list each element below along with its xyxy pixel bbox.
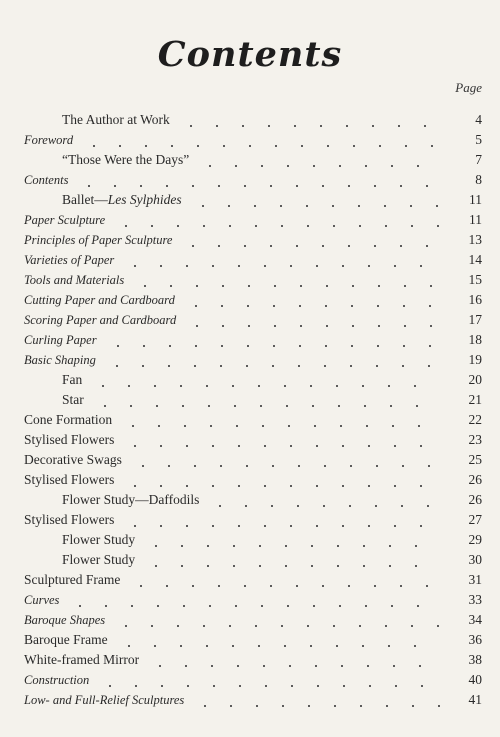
toc-entry-title: Flower Study — [62, 532, 136, 547]
toc-entry — [0, 630, 500, 650]
toc-entry-page-number: 25 — [468, 452, 482, 467]
dot-leader — [122, 470, 440, 490]
toc-entry — [0, 390, 500, 410]
toc-entry-page-number: 5 — [475, 132, 482, 147]
toc-entry-title: Contents — [24, 173, 69, 187]
toc-entry-title: Decorative Swags — [24, 452, 122, 467]
toc-entry-page-number: 26 — [468, 492, 482, 507]
toc-entry — [0, 530, 500, 550]
dot-leader — [178, 110, 440, 130]
toc-entry — [0, 310, 500, 330]
toc-entry-title: Cutting Paper and Cardboard — [24, 293, 175, 307]
toc-entry — [0, 370, 500, 390]
toc-entry-page-number: 31 — [468, 572, 482, 587]
toc-entry-title: Scoring Paper and Cardboard — [24, 313, 177, 327]
toc-entry — [0, 670, 500, 690]
dot-leader — [122, 510, 440, 530]
toc-entry — [0, 130, 500, 150]
toc-entry-title: Paper Sculpture — [24, 213, 106, 227]
dot-leader — [81, 130, 440, 150]
toc-entry — [0, 110, 500, 130]
toc-entry-title: Stylised Flowers — [24, 512, 115, 527]
toc-entry-page-number: 17 — [468, 312, 482, 327]
toc-entry-page-number: 16 — [468, 292, 482, 307]
toc-entry — [0, 410, 500, 430]
toc-entry-page-number: 11 — [469, 212, 482, 227]
toc-entry-title: Sculptured Frame — [24, 572, 121, 587]
toc-entry — [0, 610, 500, 630]
toc-entry-title: Basic Shaping — [24, 353, 96, 367]
dot-leader — [105, 330, 440, 350]
dot-leader — [116, 630, 440, 650]
toc-entry-page-number: 13 — [468, 232, 482, 247]
dot-leader — [113, 610, 440, 630]
toc-entry — [0, 190, 500, 210]
dot-leader — [143, 530, 440, 550]
dot-leader — [122, 430, 440, 450]
toc-entry — [0, 470, 500, 490]
toc-entry-page-number: 29 — [468, 532, 482, 547]
toc-entry-page-number: 34 — [468, 612, 482, 627]
toc-entry — [0, 450, 500, 470]
toc-entry — [0, 570, 500, 590]
toc-entry — [0, 350, 500, 370]
toc-entry-page-number: 14 — [468, 252, 482, 267]
dot-leader — [147, 650, 440, 670]
toc-entry-title: Curling Paper — [24, 333, 97, 347]
toc-entry-title: Stylised Flowers — [24, 472, 115, 487]
toc-entry-title: Varieties of Paper — [24, 253, 115, 267]
toc-entry-title: Foreword — [24, 133, 74, 147]
toc-entry-page-number: 4 — [475, 112, 482, 127]
toc-entry — [0, 490, 500, 510]
dot-leader — [97, 670, 440, 690]
toc-entry-title: Star — [62, 392, 84, 407]
toc-entry-title: Cone Formation — [24, 412, 113, 427]
toc-entry-title: Flower Study — [62, 552, 136, 567]
dot-leader — [183, 290, 440, 310]
toc-entry — [0, 170, 500, 190]
toc-entry-title — [62, 192, 182, 208]
dot-leader — [104, 350, 440, 370]
toc-entry-page-number: 33 — [468, 592, 482, 607]
dot-leader — [67, 590, 440, 610]
dot-leader — [122, 250, 440, 270]
dot-leader — [132, 270, 440, 290]
toc-entry-page-number: 26 — [468, 472, 482, 487]
toc-entry — [0, 290, 500, 310]
toc-entry-page-number: 36 — [468, 632, 482, 647]
dot-leader — [207, 490, 440, 510]
toc-entry-page-number: 23 — [468, 432, 482, 447]
toc-entry-title: Stylised Flowers — [24, 432, 115, 447]
toc-entry — [0, 650, 500, 670]
toc-entry — [0, 550, 500, 570]
toc-entry — [0, 330, 500, 350]
toc-entry-page-number: 22 — [468, 412, 482, 427]
toc-entry-page-number: 11 — [469, 192, 482, 207]
dot-leader — [113, 210, 440, 230]
toc-entry-page-number: 27 — [468, 512, 482, 527]
toc-entry-page-number: 7 — [475, 152, 482, 167]
toc-entry-page-number: 15 — [468, 272, 482, 287]
dot-leader — [128, 570, 440, 590]
dot-leader — [180, 230, 440, 250]
toc-entry-title-italic: Les Sylphides — [107, 192, 182, 207]
toc-entry-page-number: 19 — [468, 352, 482, 367]
toc-entry-title: The Author at Work — [62, 112, 170, 127]
toc-entry-title: Low- and Full-Relief Sculptures — [24, 693, 185, 707]
dot-leader — [192, 690, 440, 710]
dot-leader — [92, 390, 440, 410]
toc-entry-page-number: 30 — [468, 552, 482, 567]
toc-entry-title: Baroque Frame — [24, 632, 108, 647]
toc-entry — [0, 210, 500, 230]
toc-entry-title: Tools and Materials — [24, 273, 125, 287]
toc-entry — [0, 690, 500, 710]
dot-leader — [184, 310, 440, 330]
toc-entry — [0, 270, 500, 290]
toc-entry-page-number: 38 — [468, 652, 482, 667]
toc-entry — [0, 230, 500, 250]
dot-leader — [76, 170, 440, 190]
toc-entry-title: Baroque Shapes — [24, 613, 106, 627]
toc-entry-page-number: 20 — [468, 372, 482, 387]
toc-entry-title: Flower Study—Daffodils — [62, 492, 200, 507]
toc-entry-title: Curves — [24, 593, 60, 607]
dot-leader — [120, 410, 440, 430]
dot-leader — [197, 150, 440, 170]
toc-entry-page-number: 40 — [468, 672, 482, 687]
dot-leader — [143, 550, 440, 570]
dot-leader — [190, 190, 440, 210]
toc-entry-title: Construction — [24, 673, 90, 687]
toc-entry-title: Fan — [62, 372, 83, 387]
toc-entry — [0, 430, 500, 450]
toc-entry-page-number: 21 — [468, 392, 482, 407]
toc-entry-title-roman: Ballet— — [62, 192, 108, 207]
toc-entry — [0, 250, 500, 270]
toc-entry — [0, 150, 500, 170]
toc-entry-title: White-framed Mirror — [24, 652, 140, 667]
toc-entry — [0, 510, 500, 530]
toc-entry — [0, 590, 500, 610]
table-of-contents — [0, 110, 500, 710]
dot-leader — [130, 450, 440, 470]
toc-entry-page-number: 18 — [468, 332, 482, 347]
toc-entry-title: Principles of Paper Sculpture — [24, 233, 173, 247]
toc-entry-page-number: 8 — [475, 172, 482, 187]
toc-entry-title: “Those Were the Days” — [62, 152, 190, 167]
page-column-label: Page — [455, 80, 482, 95]
toc-entry-page-number: 41 — [468, 692, 482, 707]
page-title: Contents — [157, 34, 343, 75]
dot-leader — [90, 370, 440, 390]
